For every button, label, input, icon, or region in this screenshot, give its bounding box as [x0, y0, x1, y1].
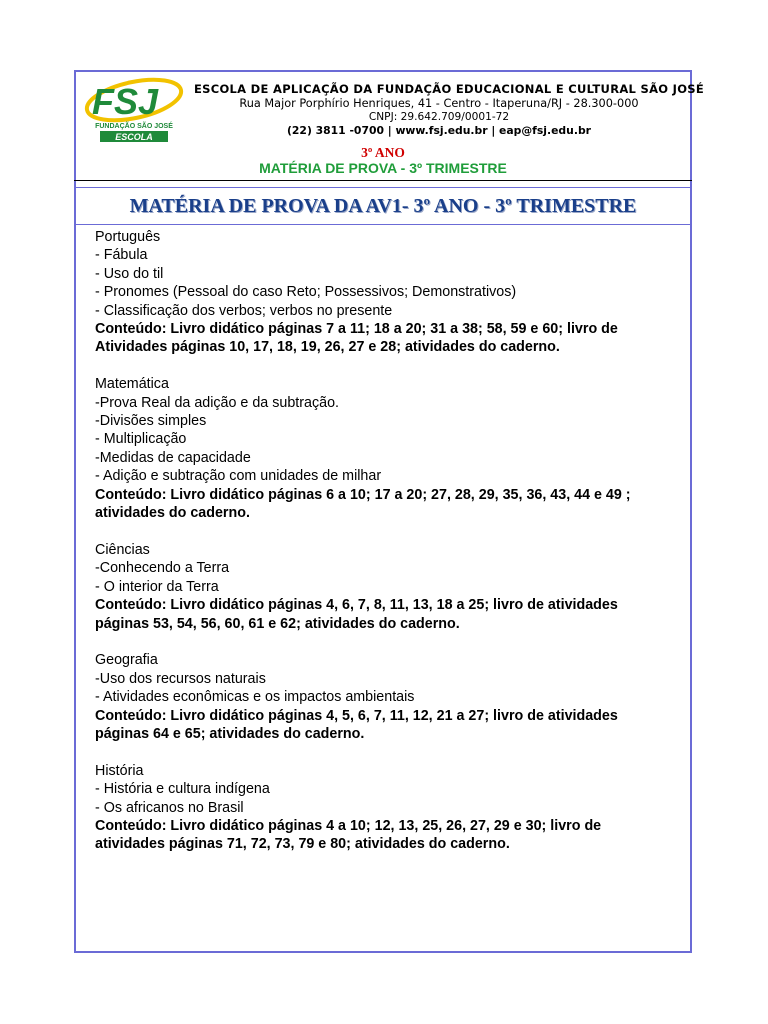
subject-heading: Matemática — [95, 376, 169, 393]
exam-content — [95, 228, 655, 854]
topic-item: - História e cultura indígena — [95, 781, 270, 798]
subject-heading: Ciências — [95, 541, 150, 558]
title-bottom-divider — [74, 224, 692, 225]
topic-item: - Adição e subtração com unidades de milhar — [95, 468, 382, 485]
logo-school-badge: ESCOLA — [115, 132, 153, 142]
school-contact: (22) 3811 -0700 | www.fsj.edu.br | eap@fsj.edu.br — [286, 124, 592, 137]
section-spacer — [95, 743, 655, 761]
school-address: Rua Major Porphírio Henriques, 41 - Centro - Itaperuna/RJ - 28.300-000 — [239, 97, 639, 110]
subject-heading: Geografia — [95, 652, 158, 669]
topic-item: - Multiplicação — [95, 431, 187, 448]
content-reference: Conteúdo: Livro didático páginas 4, 6, 7, 8, 11, 13, 18 a 25; livro de atividades — [95, 597, 618, 614]
topic-item: - Pronomes (Pessoal do caso Reto; Possessivos; Demonstrativos) — [95, 284, 517, 301]
title-top-divider — [74, 187, 692, 188]
section-spacer — [95, 522, 655, 540]
logo-foundation-name: FUNDAÇÃO SÃO JOSÉ — [95, 123, 173, 130]
section-spacer — [95, 633, 655, 651]
school-info — [194, 82, 705, 137]
school-cnpj: CNPJ: 29.642.709/0001-72 — [368, 111, 510, 123]
topic-item: -Medidas de capacidade — [95, 449, 251, 466]
header-divider — [74, 180, 692, 181]
topic-item: - Atividades econômicas e os impactos ambientais — [95, 689, 415, 706]
fsj-logo — [82, 74, 186, 144]
content-reference: Conteúdo: Livro didático páginas 4 a 10; 12, 13, 25, 26, 27, 29 e 30; livro de — [95, 817, 602, 834]
topic-item: - Uso do til — [95, 265, 164, 282]
page-title: MATÉRIA DE PROVA DA AV1- 3º ANO - 3º TRIMESTRE — [129, 195, 637, 217]
topic-item: - Classificação dos verbos; verbos no presente — [95, 302, 393, 319]
logo-letters: FSJ — [92, 81, 159, 122]
content-reference: Conteúdo: Livro didático páginas 6 a 10; 17 a 20; 27, 28, 29, 35, 36, 43, 44 e 49 ; — [95, 486, 631, 503]
grade-label: 3º ANO — [361, 145, 405, 160]
topic-item: -Divisões simples — [95, 413, 207, 430]
exam-subtitle: MATÉRIA DE PROVA - 3º TRIMESTRE — [259, 160, 507, 176]
content-reference: atividades do caderno. — [95, 505, 250, 522]
content-reference: páginas 53, 54, 56, 60, 61 e 62; atividades do caderno. — [95, 615, 460, 632]
topic-item: - Os africanos no Brasil — [95, 799, 244, 816]
content-reference: Conteúdo: Livro didático páginas 4, 5, 6, 7, 11, 12, 21 a 27; livro de atividades — [95, 707, 618, 724]
section-spacer — [95, 357, 655, 375]
topic-item: - O interior da Terra — [95, 578, 219, 595]
subject-heading: História — [95, 762, 144, 779]
content-reference: atividades páginas 71, 72, 73, 79 e 80; atividades do caderno. — [95, 836, 510, 853]
document-frame — [74, 70, 705, 953]
subject-heading: Português — [95, 229, 161, 245]
topic-item: - Fábula — [95, 247, 148, 264]
topic-item: -Conhecendo a Terra — [95, 560, 230, 577]
content-reference: Atividades páginas 10, 17, 18, 19, 26, 27 e 28; atividades do caderno. — [95, 339, 560, 356]
topic-item: -Uso dos recursos naturais — [95, 670, 266, 687]
topic-item: -Prova Real da adição e da subtração. — [95, 394, 339, 411]
content-reference: páginas 64 e 65; atividades do caderno. — [95, 725, 365, 742]
content-reference: Conteúdo: Livro didático páginas 7 a 11; 18 a 20; 31 a 38; 58, 59 e 60; livro de — [95, 321, 618, 338]
letterhead — [76, 72, 705, 182]
school-name: ESCOLA DE APLICAÇÃO DA FUNDAÇÃO EDUCACIONAL E CULTURAL SÃO JOSÉ — [194, 82, 705, 96]
